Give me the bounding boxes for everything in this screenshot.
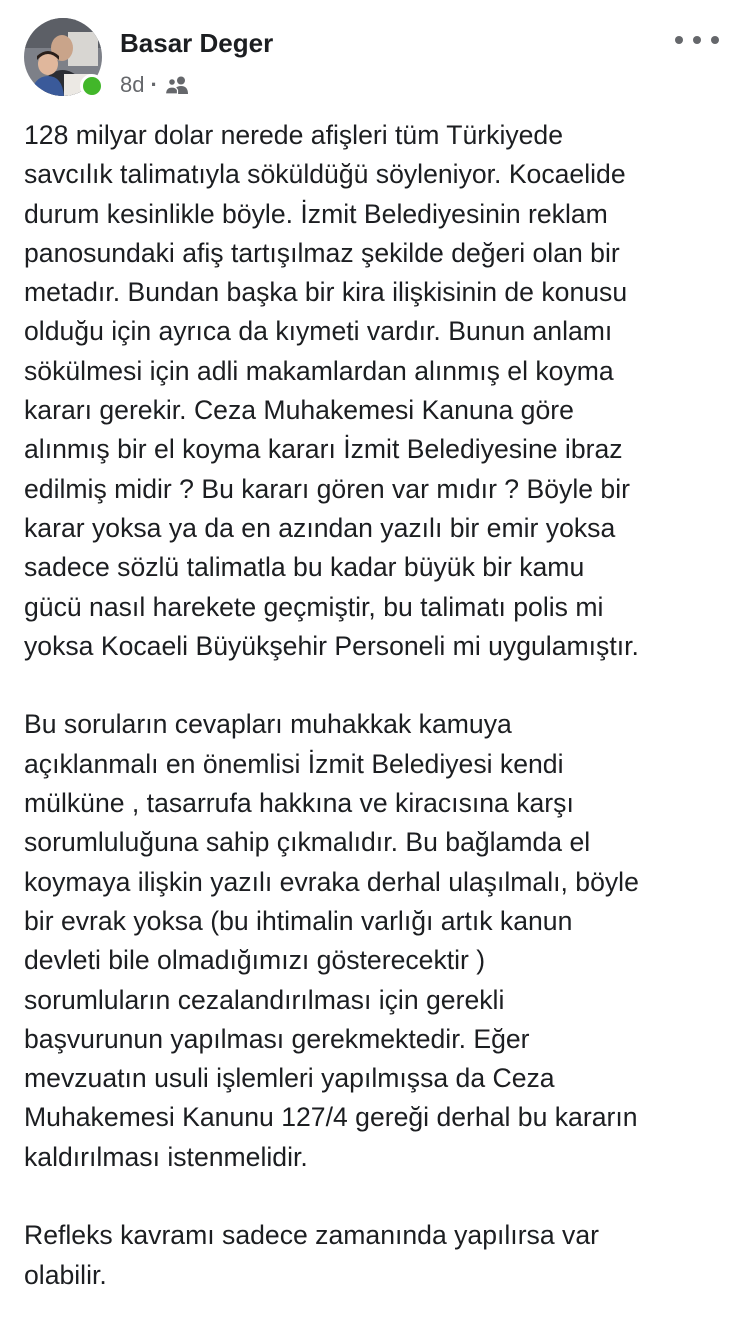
text-line: bir evrak yoksa (bu ihtimalin varlığı artık kanun	[24, 905, 573, 936]
text-line: açıklanmalı en önemlisi İzmit Belediyesi kendi	[24, 748, 564, 779]
post-header	[24, 18, 719, 100]
text-line: alınmış bir el koyma kararı İzmit Belediyesine ibraz	[24, 434, 623, 465]
text-line: yoksa Kocaeli Büyükşehir Personeli mi uygulamıştır.	[24, 630, 639, 661]
text-line: savcılık talimatıyla söküldüğü söyleniyor. Kocaelide	[24, 159, 626, 190]
text-line: devleti bile olmadığımızı gösterecektir )	[24, 945, 486, 976]
post-time[interactable]: 8d	[120, 72, 145, 97]
text-line: olduğu için ayrıca da kıymeti vardır. Bunun anlamı	[24, 316, 613, 347]
text-line: durum kesinlikle böyle. İzmit Belediyesinin reklam	[24, 198, 608, 229]
text-line: koymaya ilişkin yazılı evraka derhal ulaşılmalı, böyle	[24, 866, 639, 897]
more-options-button[interactable]	[675, 30, 719, 50]
text-line: edilmiş midir ? Bu kararı gören var mıdır ? Böyle bir	[24, 473, 630, 504]
online-status-indicator	[80, 74, 104, 98]
post-paragraph	[24, 116, 724, 666]
text-line: sorumluların cezalandırılması için gerekli	[24, 984, 505, 1015]
friends-icon[interactable]	[164, 75, 190, 95]
text-line: mülküne , tasarrufa hakkına ve kiracısına karşı	[24, 788, 574, 819]
post-paragraph	[24, 705, 724, 1177]
text-line: metadır. Bundan başka bir kira ilişkisinin de konusu	[24, 277, 628, 308]
more-horizontal-icon	[675, 36, 683, 44]
post-paragraph	[24, 1216, 724, 1295]
text-line: sökülmesi için adli makamlardan alınmış el koyma	[24, 355, 614, 386]
text-line: Muhakemesi Kanunu 127/4 gereği derhal bu kararın	[24, 1102, 638, 1133]
text-line: Bu soruların cevapları muhakkak kamuya	[24, 709, 512, 740]
text-line: 128 milyar dolar nerede afişleri tüm Türkiyede	[24, 120, 564, 150]
text-line: gücü nasıl harekete geçmiştir, bu talimatı polis mi	[24, 591, 604, 622]
meta-separator: ·	[150, 72, 158, 97]
text-line: mevzuatın usuli işlemleri yapılmışsa da Ceza	[24, 1063, 555, 1094]
text-line: kaldırılması istenmelidir.	[24, 1141, 308, 1172]
author-name[interactable]: Basar Deger	[120, 28, 274, 58]
post-meta	[120, 70, 190, 100]
text-line: sorumluluğuna sahip çıkmalıdır. Bu bağlamda el	[24, 827, 591, 858]
text-line: sadece sözlü talimatla bu kadar büyük bir kamu	[24, 552, 585, 583]
post-text	[24, 116, 724, 1295]
text-line: kararı gerekir. Ceza Muhakemesi Kanuna göre	[24, 395, 574, 426]
text-line: Refleks kavramı sadece zamanında yapılırsa var	[24, 1220, 599, 1251]
text-line: başvurunun yapılması gerekmektedir. Eğer	[24, 1023, 530, 1054]
text-line: karar yoksa ya da en azından yazılı bir emir yoksa	[24, 512, 616, 543]
text-line: panosundaki afiş tartışılmaz şekilde değeri olan bir	[24, 237, 620, 268]
text-line: olabilir.	[24, 1259, 107, 1290]
